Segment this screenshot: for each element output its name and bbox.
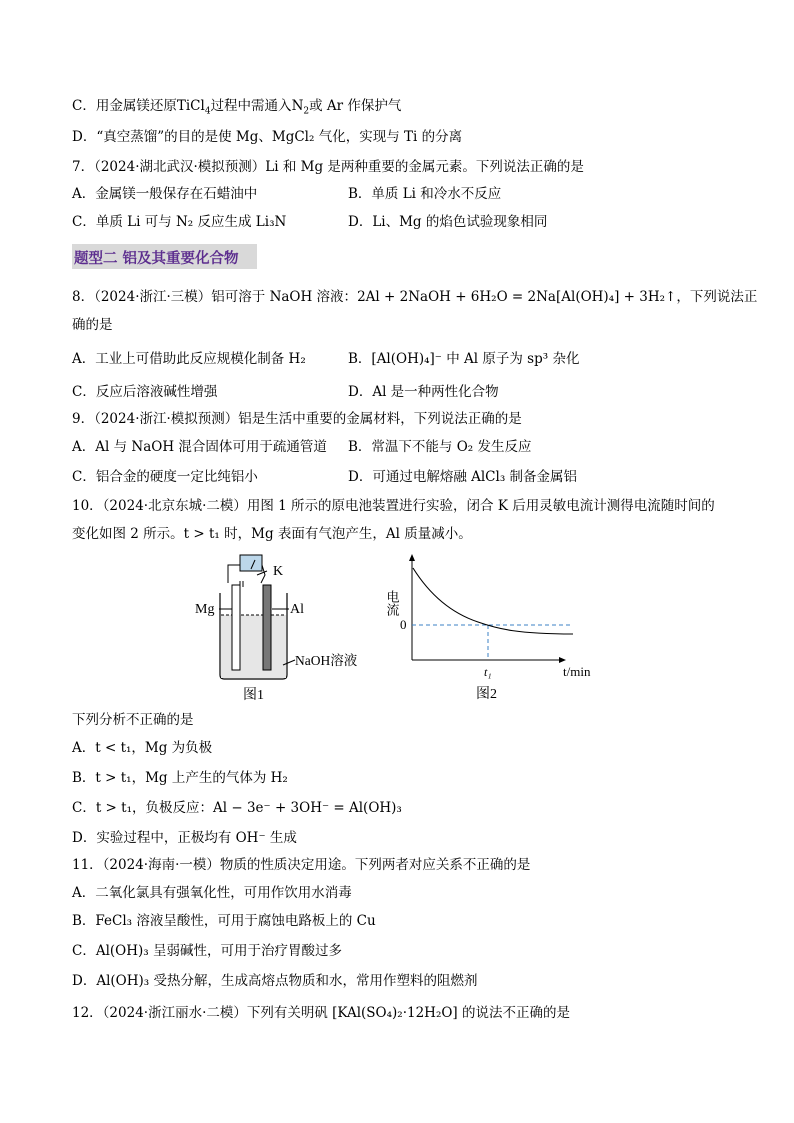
q8-option-d: D．Al 是一种两性化合物 [348,384,499,400]
q9-option-d: D．可通过电解熔融 AlCl₃ 制备金属铝 [348,469,578,485]
q11-option-a: A．二氧化氯具有强氧化性，可用作饮用水消毒 [72,885,352,901]
figure-2-caption: 图2 [476,687,497,702]
q7-option-a: A．金属镁一般保存在石蜡油中 [72,186,258,202]
q10-option-b: B．t > t₁，Mg 上产生的气体为 H₂ [72,770,288,786]
q12-stem: 12．（2024·浙江丽水·二模）下列有关明矾 [KAl(SO₄)₂·12H₂O] 的说法不正确的是 [72,1005,570,1021]
q8-equation: 2Al + 2NaOH + 6H₂O = 2Na[Al(OH)₄] + 3H₂↑ [357,289,677,305]
q7-stem: 7．（2024·湖北武汉·模拟预测）Li 和 Mg 是两种重要的金属元素。下列说法正确的是 [72,159,584,175]
figure-1-galvanic-cell [195,553,380,708]
mg-electrode [232,585,240,670]
section-header: 题型二 铝及其重要化合物 [72,244,257,269]
label-naoh-solution: NaOH溶液 [295,653,358,668]
y-axis-label: 电流 [384,590,400,616]
q10-prompt: 下列分析不正确的是 [72,712,194,728]
q11-option-c: C．Al(OH)₃ 呈弱碱性，可用于治疗胃酸过多 [72,943,342,959]
q9-stem: 9．（2024·浙江·模拟预测）铝是生活中重要的金属材料，下列说法正确的是 [72,411,522,427]
q11-stem: 11．（2024·海南·一模）物质的性质决定用途。下列两者对应关系不正确的是 [72,857,531,873]
q6-option-c: C．用金属镁还原TiCl$_4$过程中需通入$N_2$或 Ar 作保护气 [72,98,402,117]
figure-1-caption: 图1 [243,688,264,703]
al-electrode [263,585,271,670]
q10-stem: 10．（2024·北京东城·二模）用图 1 所示的原电池装置进行实验，闭合 K 后用灵敏电流计测得电流随时间的 [72,498,715,514]
switch-k [257,571,267,575]
q7-option-c: C．单质 Li 可与 N₂ 反应生成 Li₃N [72,214,287,230]
q11-option-d: D．Al(OH)₃ 受热分解，生成高熔点物质和水，常用作塑料的阻燃剂 [72,973,478,989]
t1-tick-label: t₁ [484,665,492,679]
q7-option-d: D．Li、Mg 的焰色试验现象相同 [348,214,548,230]
q9-option-c: C．铝合金的硬度一定比纯铝小 [72,469,258,485]
naoh-solution [221,615,286,678]
label-al: Al [290,602,304,617]
q8-option-b: B．[Al(OH)₄]⁻ 中 Al 原子为 sp³ 杂化 [348,351,580,367]
q9-option-b: B．常温下不能与 O₂ 发生反应 [348,439,532,455]
q6-option-d: D．“真空蒸馏”的目的是使 Mg、MgCl₂ 气化，实现与 Ti 的分离 [72,129,463,145]
q10-stem-line2: 变化如图 2 所示。t > t₁ 时，Mg 表面有气泡产生，Al 质量减小。 [72,526,472,542]
q8-stem: 8．（2024·浙江·三模）铝可溶于 NaOH 溶液：2Al + 2NaOH + 6H₂O = 2Na[Al(OH)₄] + 3H₂↑，下列说法正 [72,289,758,305]
q10-option-a: A．t < t₁，Mg 为负极 [72,740,213,756]
figure-2-current-time-chart [384,552,603,707]
zero-tick-label: 0 [400,617,407,632]
q10-option-c: C．t > t₁，负极反应：Al − 3e⁻ + 3OH⁻ = Al(OH)₃ [72,800,402,816]
q11-option-b: B．FeCl₃ 溶液呈酸性，可用于腐蚀电路板上的 Cu [72,913,376,929]
label-mg: Mg [195,602,215,617]
q7-option-b: B．单质 Li 和冷水不反应 [348,186,502,202]
q10-option-d: D．实验过程中，正极均有 OH⁻ 生成 [72,830,297,846]
q8-option-c: C．反应后溶液碱性增强 [72,384,218,400]
label-k: K [273,564,284,579]
current-curve [413,568,573,634]
q9-option-a: A．Al 与 NaOH 混合固体可用于疏通管道 [72,439,327,455]
q8-option-a: A．工业上可借助此反应规模化制备 H₂ [72,351,306,367]
q8-stem-line2: 确的是 [72,317,113,333]
x-axis-label: t/min [563,664,591,679]
